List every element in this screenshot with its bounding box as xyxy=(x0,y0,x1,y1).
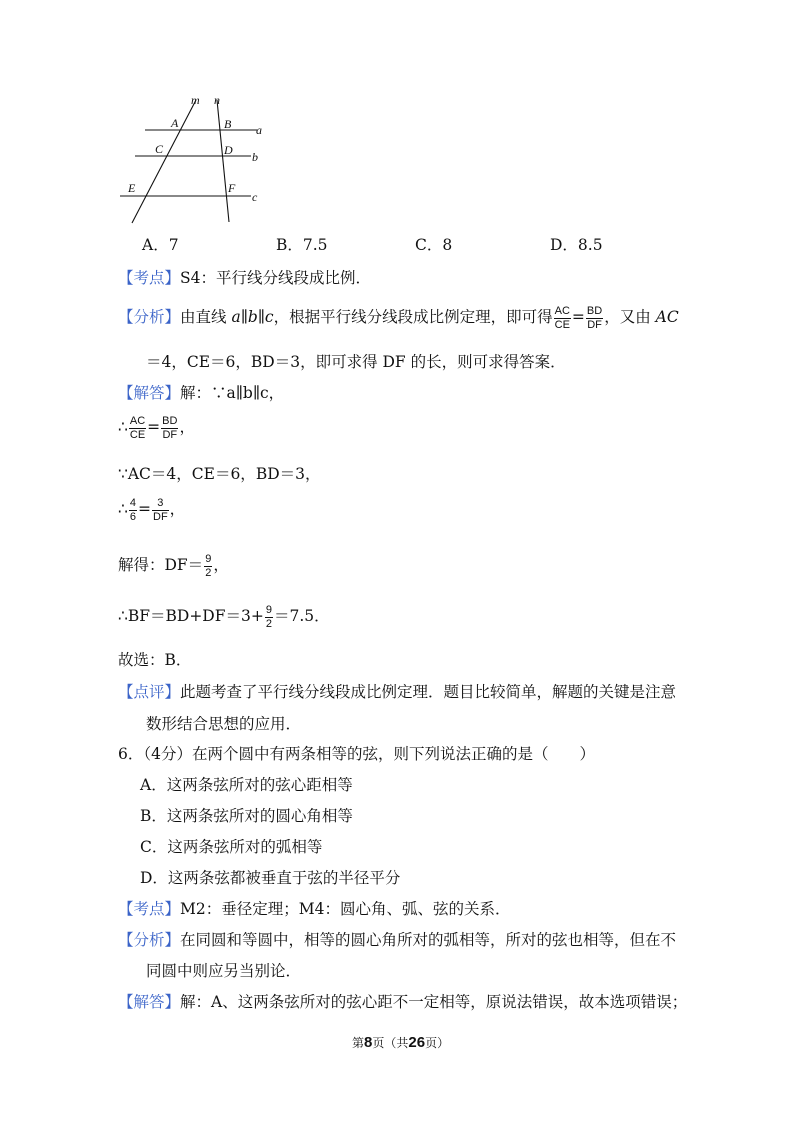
fraction-4-6 xyxy=(129,497,137,524)
q5-jieda-line1 xyxy=(118,381,284,403)
frac-den: DF xyxy=(153,510,168,523)
q6-kaodian xyxy=(118,897,510,919)
comma: ， xyxy=(179,418,195,436)
jieda-tag: 【解答】 xyxy=(118,384,181,402)
comma: ， xyxy=(169,500,186,518)
fraction-9-2 xyxy=(204,553,212,580)
comma: ， xyxy=(213,556,229,574)
jieda-text-1: 解：∵a∥b∥c， xyxy=(180,384,285,402)
q5-dianping-line1 xyxy=(118,680,676,702)
frac-num: 9 xyxy=(205,552,212,565)
q5-option-c: C．8 xyxy=(415,236,453,254)
label-b: b xyxy=(252,150,258,164)
label-D: D xyxy=(224,143,233,157)
equals: = xyxy=(571,308,585,326)
dianping-tag: 【点评】 xyxy=(118,683,181,701)
fenxi-text-1: 在同圆和等圆中，相等的圆心角所对的弧相等，所对的弦也相等，但在不 xyxy=(180,931,677,949)
q5-option-a: A．7 xyxy=(142,236,179,254)
frac-den: 2 xyxy=(265,617,272,630)
fraction-bd-df-2 xyxy=(161,415,178,442)
label-A: A xyxy=(171,116,179,130)
q6-stem: 6．（4分）在两个圆中有两条相等的弦，则下列说法正确的是（ ） xyxy=(118,745,595,763)
kaodian-tag: 【考点】 xyxy=(118,269,181,287)
page-footer xyxy=(352,1034,449,1051)
fenxi-ac: AC xyxy=(655,308,679,326)
frac-den: DF xyxy=(587,318,602,331)
label-m: m xyxy=(191,93,200,107)
footer-mid: 页（共 xyxy=(372,1036,409,1050)
frac-num: 4 xyxy=(129,496,136,509)
kaodian-text: M2：垂径定理；M4：圆心角、弧、弦的关系． xyxy=(180,900,511,918)
fraction-9-2-b xyxy=(265,604,273,631)
label-a: a xyxy=(256,123,262,137)
footer-total-pages: 26 xyxy=(408,1034,426,1051)
q6-jieda-line1 xyxy=(118,990,687,1012)
frac-num: AC xyxy=(554,304,570,317)
step-solve xyxy=(118,550,229,580)
label-c: c xyxy=(252,190,258,204)
kaodian-text: S4：平行线分线段成比例． xyxy=(180,269,371,287)
frac-den: DF xyxy=(162,428,178,441)
q6-option-a: A．这两条弦所对的弦心距相等 xyxy=(140,776,353,794)
jieda-tag: 【解答】 xyxy=(118,993,181,1011)
fraction-3-df xyxy=(152,497,169,524)
footer-page-number: 8 xyxy=(364,1034,373,1051)
q6-option-b: B．这两条弦所对的圆心角相等 xyxy=(140,807,353,825)
fenxi-text-1: 由直线 xyxy=(180,308,232,326)
q6-option-c: C．这两条弦所对的弧相等 xyxy=(140,838,323,856)
step-bf xyxy=(118,601,330,631)
q6-fenxi-line1 xyxy=(118,928,676,950)
q5-fenxi-line1 xyxy=(118,302,679,332)
therefore-sign: ∴ xyxy=(118,500,128,518)
therefore-sign: ∴ xyxy=(118,418,128,436)
q5-choice: 故选：B． xyxy=(118,651,192,669)
frac-num: AC xyxy=(129,414,146,427)
label-n: n xyxy=(214,93,220,107)
dianping-text-1: 此题考查了平行线分线段成比例定理．题目比较简单，解题的关键是注意 xyxy=(180,683,677,701)
fenxi-lines: a∥b∥c xyxy=(231,308,274,326)
label-C: C xyxy=(155,142,164,156)
step-values: ∵AC＝4，CE＝6，BD＝3， xyxy=(118,465,321,483)
label-F: F xyxy=(228,181,236,195)
q5-option-b: B．7.5 xyxy=(276,236,328,254)
q6-fenxi-line2: 同圆中则应另当别论． xyxy=(146,962,302,980)
q5-option-d: D．8.5 xyxy=(550,236,603,254)
equals: = xyxy=(138,500,151,518)
fraction-ac-ce xyxy=(554,305,571,332)
label-B: B xyxy=(224,117,232,131)
equals: = xyxy=(147,418,161,436)
frac-den: CE xyxy=(554,318,570,331)
fenxi-text-2: ，根据平行线分线段成比例定理，即可得 xyxy=(273,308,553,326)
footer-pre: 第 xyxy=(352,1036,365,1050)
q5-dianping-line2: 数形结合思想的应用． xyxy=(146,715,302,733)
frac-num: 3 xyxy=(152,497,169,511)
q6-option-d: D．这两条弦都被垂直于弦的半径平分 xyxy=(140,869,401,887)
fraction-bd-df xyxy=(586,305,603,332)
solve-text: 解得：DF＝ xyxy=(118,556,204,574)
frac-den: 6 xyxy=(129,510,136,523)
step-ratio-2 xyxy=(118,494,185,524)
parallel-lines-figure xyxy=(115,88,275,228)
bf-result: ＝7.5． xyxy=(273,607,330,625)
step-ratio-1 xyxy=(118,412,195,442)
q5-kaodian xyxy=(118,266,371,288)
frac-num: BD xyxy=(162,414,178,427)
fenxi-tag: 【分析】 xyxy=(118,931,181,949)
kaodian-tag: 【考点】 xyxy=(118,900,181,918)
frac-den: CE xyxy=(129,428,146,441)
q5-fenxi-line2: ＝4，CE＝6，BD＝3，即可求得 DF 的长，则可求得答案． xyxy=(146,353,566,371)
footer-post: 页） xyxy=(425,1036,450,1050)
frac-num: 9 xyxy=(265,603,272,616)
frac-den: 2 xyxy=(205,566,212,579)
label-E: E xyxy=(128,181,136,195)
frac-num: BD xyxy=(586,304,603,317)
fenxi-text-3: ，又由 xyxy=(604,308,656,326)
fenxi-tag: 【分析】 xyxy=(118,308,181,326)
line-m xyxy=(132,100,196,223)
jieda-text-1: 解：A、这两条弦所对的弦心距不一定相等，原说法错误，故本选项错误； xyxy=(180,993,688,1011)
fraction-ac-ce-2 xyxy=(129,415,146,442)
bf-text: ∴BF＝BD+DF＝3+ xyxy=(118,607,264,625)
